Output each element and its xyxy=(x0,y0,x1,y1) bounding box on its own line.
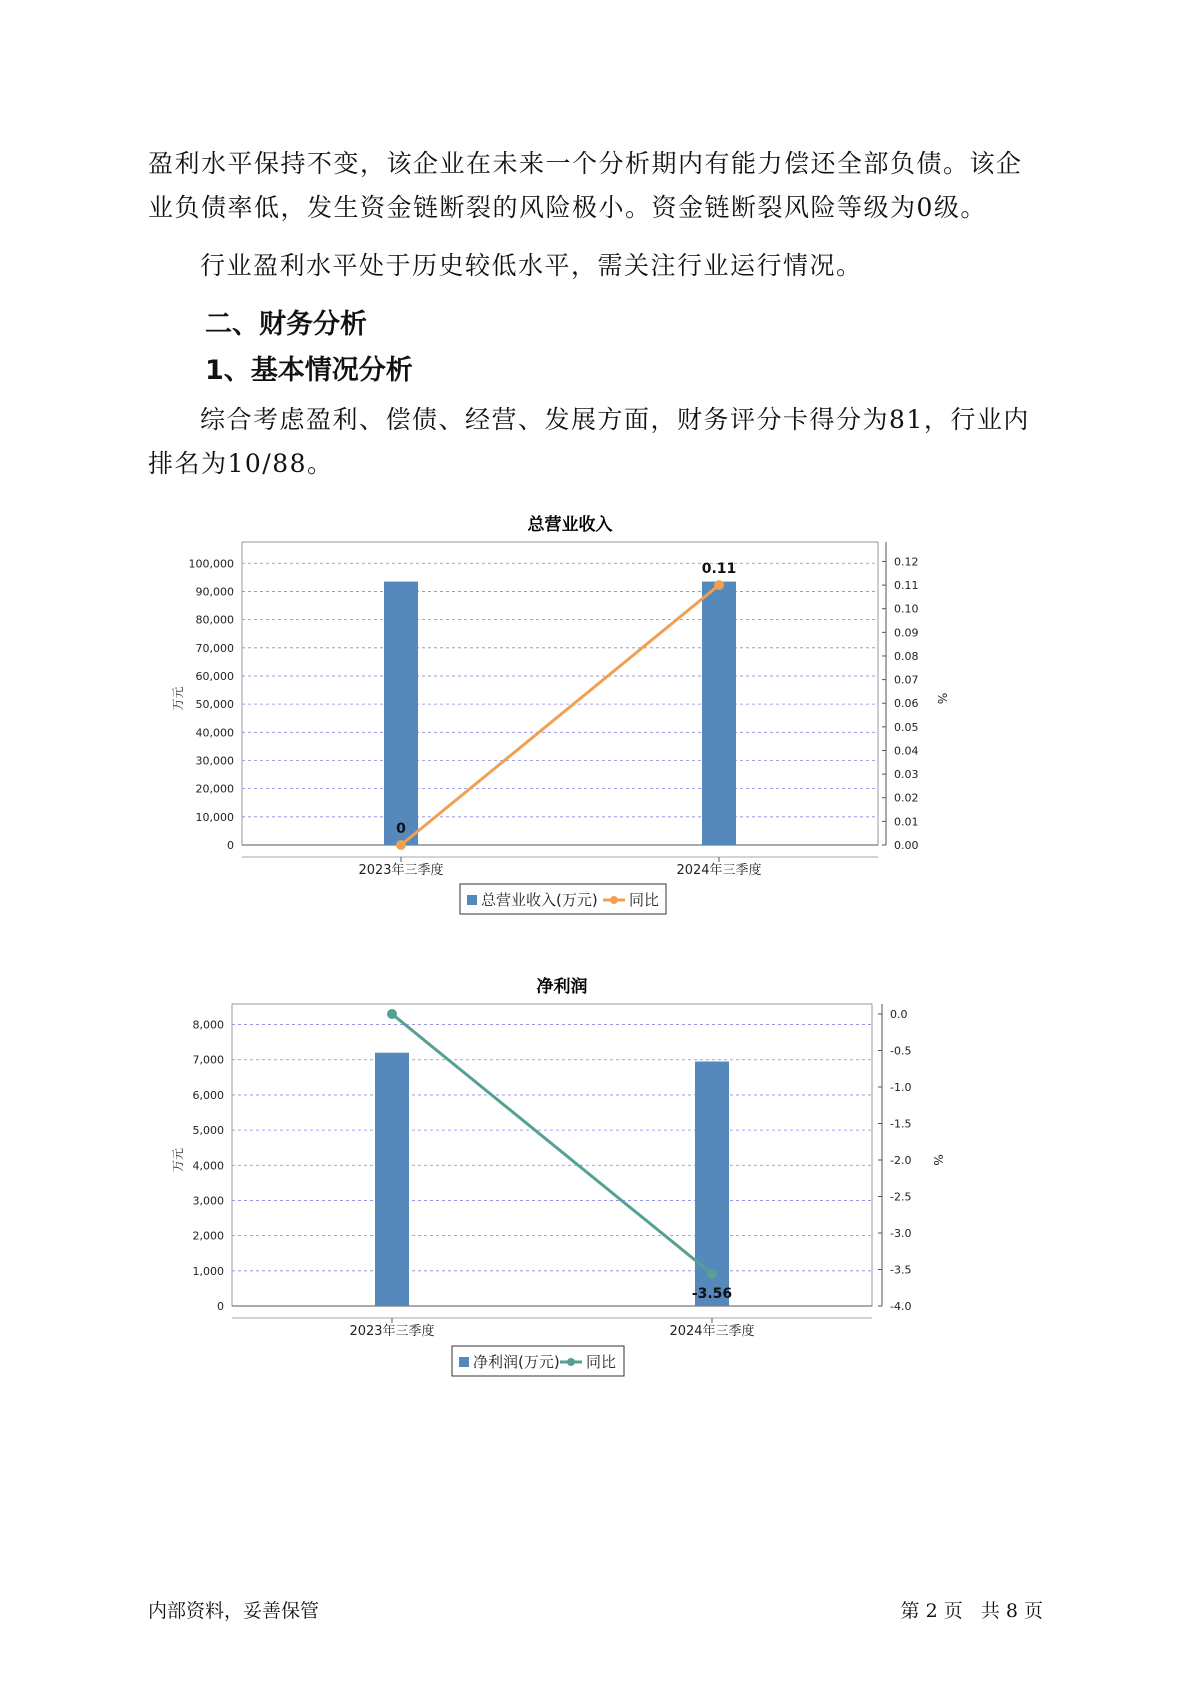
y-right-tick-label: 0.00 xyxy=(894,839,919,852)
y-right-tick-label: -1.0 xyxy=(890,1081,912,1094)
y-left-tick-label: 0 xyxy=(217,1300,224,1313)
y-left-tick-label: 100,000 xyxy=(188,557,234,571)
y-right-tick-label: 0.04 xyxy=(894,744,919,758)
y-right-tick-label: 0.0 xyxy=(890,1008,908,1021)
x-category-label: 2023年三季度 xyxy=(358,863,444,878)
y-right-tick-label: 0.05 xyxy=(894,720,919,734)
y-left-tick-label: 5,000 xyxy=(192,1124,224,1138)
y-left-axis-label: 万元 xyxy=(171,686,185,711)
y-left-tick-label: 4,000 xyxy=(192,1159,224,1173)
chart-total-revenue-svg xyxy=(170,510,1010,930)
yoy-data-label: -3.56 xyxy=(691,1285,733,1302)
legend-bar-swatch xyxy=(467,895,477,905)
yoy-data-label: 0 xyxy=(396,821,406,837)
yoy-point-1 xyxy=(387,1009,397,1019)
bar-1 xyxy=(375,1053,409,1306)
y-right-tick-label: -0.5 xyxy=(890,1044,912,1058)
y-right-tick-label: -2.5 xyxy=(890,1190,912,1204)
y-left-tick-label: 2,000 xyxy=(192,1229,224,1243)
paragraph-scorecard: 综合考虑盈利、偿债、经营、发展方面，财务评分卡得分为81，行业内排名为10/88。 xyxy=(148,405,1030,478)
y-right-tick-label: 0.09 xyxy=(894,626,919,640)
y-right-tick-label: 0.11 xyxy=(894,579,919,593)
chart-net-profit-svg xyxy=(170,972,1010,1392)
y-left-tick-label: 80,000 xyxy=(195,613,234,627)
y-right-tick-label: -3.5 xyxy=(890,1263,912,1277)
chart-title: 净利润 xyxy=(536,977,588,997)
paragraph-risk: 盈利水平保持不变，该企业在未来一个分析期内有能力偿还全部负债。该企业负债率低，发生资金链断裂的风险极小。资金链断裂风险等级为0级。 xyxy=(148,149,1023,222)
y-right-axis-label: % xyxy=(931,1154,945,1166)
y-left-tick-label: 0 xyxy=(227,839,234,852)
y-left-tick-label: 1,000 xyxy=(192,1264,224,1278)
yoy-point-2 xyxy=(707,1269,717,1279)
y-left-tick-label: 70,000 xyxy=(195,641,234,655)
y-left-tick-label: 60,000 xyxy=(195,669,234,683)
yoy-data-label: 0.11 xyxy=(701,561,737,578)
y-right-tick-label: 0.02 xyxy=(894,791,919,805)
y-right-tick-label: -4.0 xyxy=(890,1300,912,1313)
paragraph-industry: 行业盈利水平处于历史较低水平，需关注行业运行情况。 xyxy=(200,251,863,280)
plot-frame xyxy=(242,542,878,845)
x-category-label: 2024年三季度 xyxy=(669,1324,755,1339)
y-right-tick-label: 0.08 xyxy=(894,649,919,663)
y-right-tick-label: -2.0 xyxy=(890,1154,912,1167)
bar-1 xyxy=(384,582,418,845)
x-category-label: 2024年三季度 xyxy=(676,863,762,878)
chart-title: 总营业收入 xyxy=(527,515,613,535)
y-left-tick-label: 20,000 xyxy=(195,782,234,796)
y-right-tick-label: 0.03 xyxy=(894,768,919,782)
bar-2 xyxy=(702,582,736,845)
y-right-tick-label: 0.10 xyxy=(894,602,919,616)
yoy-point-2 xyxy=(714,580,724,590)
y-left-axis-label: 万元 xyxy=(171,1147,185,1173)
y-right-tick-label: 0.07 xyxy=(894,673,919,687)
y-left-tick-label: 50,000 xyxy=(195,698,234,712)
legend-bar-swatch xyxy=(459,1357,469,1367)
y-right-axis-label: % xyxy=(935,692,949,705)
yoy-point-1 xyxy=(396,840,406,850)
y-left-tick-label: 8,000 xyxy=(192,1018,224,1032)
legend-line-label: 同比 xyxy=(629,891,660,909)
y-right-tick-label: -3.0 xyxy=(890,1227,912,1240)
yoy-line xyxy=(392,1014,712,1274)
y-left-tick-label: 10,000 xyxy=(195,810,234,824)
legend-line-marker xyxy=(567,1358,575,1366)
plot-frame xyxy=(232,1004,872,1306)
y-left-tick-label: 6,000 xyxy=(192,1088,224,1102)
chart-net-profit xyxy=(170,972,1010,1392)
y-left-tick-label: 7,000 xyxy=(192,1053,224,1067)
y-right-tick-label: 0.12 xyxy=(894,555,919,569)
subsection-heading-basic-analysis: 1、基本情况分析 xyxy=(205,355,413,386)
section-heading-financial-analysis: 二、财务分析 xyxy=(205,309,367,340)
y-left-tick-label: 30,000 xyxy=(195,754,234,768)
y-right-tick-label: 0.06 xyxy=(894,697,919,711)
legend-line-marker xyxy=(610,896,618,904)
y-left-tick-label: 40,000 xyxy=(195,726,234,740)
legend-line-label: 同比 xyxy=(586,1353,617,1371)
y-left-tick-label: 3,000 xyxy=(192,1194,224,1208)
chart-total-revenue xyxy=(170,510,1010,930)
y-right-tick-label: -1.5 xyxy=(890,1117,912,1131)
footer-confidential: 内部资料，妥善保管 xyxy=(148,1600,320,1622)
legend-bar-label: 总营业收入(万元) xyxy=(481,891,598,909)
yoy-line xyxy=(401,585,719,845)
legend-bar-label: 净利润(万元) xyxy=(473,1353,560,1371)
footer-page-number: 第 2 页 共 8 页 xyxy=(900,1600,1043,1622)
x-category-label: 2023年三季度 xyxy=(349,1324,435,1339)
y-right-tick-label: 0.01 xyxy=(894,815,919,829)
y-left-tick-label: 90,000 xyxy=(195,585,234,599)
